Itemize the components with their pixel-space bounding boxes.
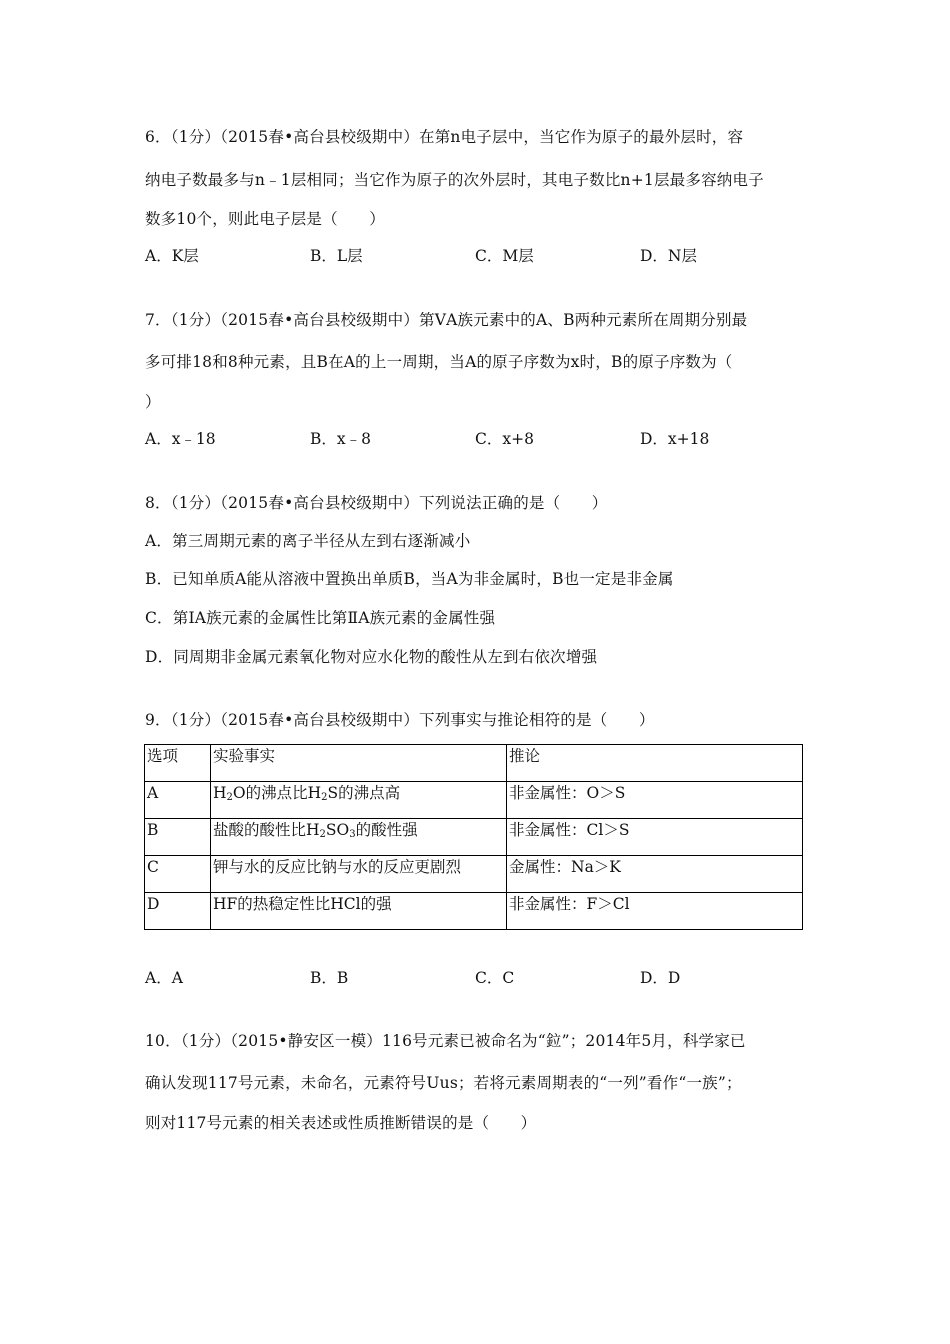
q6-stem-line1: 6．（1分）（2015春•高台县校级期中）在第n电子层中，当它作为原子的最外层时，容 xyxy=(145,128,744,146)
fact-text: S的沸点高 xyxy=(327,784,401,802)
q9-table xyxy=(144,744,803,930)
q7-stem-line2: 多可排18和8种元素，且B在A的上一周期，当A的原子序数为x时，B的原子序数为（ xyxy=(145,353,733,371)
q6-option-d: D．N层 xyxy=(640,247,697,265)
q8-option-d: D．同周期非金属元素氧化物对应水化物的酸性从左到右依次增强 xyxy=(145,648,598,666)
q6-stem-line2: 纳电子数最多与n﹣1层相同；当它作为原子的次外层时，其电子数比n+1层最多容纳电子 xyxy=(145,171,764,189)
q8-option-c: C．第ⅠA族元素的金属性比第ⅡA族元素的金属性强 xyxy=(145,609,496,627)
fact-text: SO xyxy=(325,821,350,839)
table-cell-fact xyxy=(211,782,507,819)
table-header-inference: 推论 xyxy=(507,745,803,782)
table-cell-option: C xyxy=(145,856,211,893)
table-header-option: 选项 xyxy=(145,745,211,782)
table-row xyxy=(145,782,803,819)
fact-subscript: 3 xyxy=(349,829,356,840)
table-row xyxy=(145,893,803,930)
table-cell-option: D xyxy=(145,893,211,930)
table-header-row xyxy=(145,745,803,782)
table-cell-option: B xyxy=(145,819,211,856)
table-cell-fact: 钾与水的反应比钠与水的反应更剧烈 xyxy=(211,856,507,893)
table-cell-option: A xyxy=(145,782,211,819)
q7-option-a: A．x﹣18 xyxy=(145,430,216,448)
table-cell-inference: 非金属性：Cl＞S xyxy=(507,819,803,856)
q8-option-b: B．已知单质A能从溶液中置换出单质B，当A为非金属时，B也一定是非金属 xyxy=(145,570,674,588)
fact-subscript: 2 xyxy=(226,792,233,803)
q6-option-a: A．K层 xyxy=(145,247,199,265)
q7-option-d: D．x+18 xyxy=(640,430,710,448)
q6-stem-line3: 数多10个，则此电子层是（ ） xyxy=(145,210,385,228)
fact-text: H xyxy=(213,784,227,802)
q10-stem-line2: 确认发现117号元素，未命名，元素符号Uus；若将元素周期表的“一列”看作“一族”； xyxy=(145,1074,742,1092)
q7-option-c: C．x+8 xyxy=(475,430,534,448)
fact-text: O的沸点比H xyxy=(232,784,322,802)
q7-stem-line3: ） xyxy=(145,393,161,411)
table-row xyxy=(145,819,803,856)
table-row xyxy=(145,856,803,893)
q8-option-a: A．第三周期元素的离子半径从左到右逐渐减小 xyxy=(145,532,471,550)
q7-options xyxy=(145,429,805,449)
fact-text: 盐酸的酸性比H xyxy=(213,821,320,839)
q9-option-b: B．B xyxy=(310,969,349,987)
table-header-fact: 实验事实 xyxy=(211,745,507,782)
q6-option-b: B．L层 xyxy=(310,247,363,265)
q6-option-c: C．M层 xyxy=(475,247,534,265)
fact-subscript: 2 xyxy=(321,792,328,803)
q7-stem-line1: 7．（1分）（2015春•高台县校级期中）第ⅤA族元素中的A、B两种元素所在周期分别最 xyxy=(145,311,748,329)
q9-options xyxy=(145,968,805,988)
table-cell-inference: 非金属性：O＞S xyxy=(507,782,803,819)
q10-stem-line3: 则对117号元素的相关表述或性质推断错误的是（ ） xyxy=(145,1114,537,1132)
q9-stem: 9．（1分）（2015春•高台县校级期中）下列事实与推论相符的是（ ） xyxy=(145,711,655,729)
table-cell-fact xyxy=(211,819,507,856)
q7-option-b: B．x﹣8 xyxy=(310,430,371,448)
q9-option-c: C．C xyxy=(475,969,515,987)
q9-option-d: D．D xyxy=(640,969,681,987)
q10-stem-line1: 10．（1分）（2015•静安区一模）116号元素已被命名为“鉝”；2014年5月，科学家已 xyxy=(145,1032,746,1050)
table-cell-inference: 金属性：Na＞K xyxy=(507,856,803,893)
fact-subscript: 2 xyxy=(319,829,326,840)
table-cell-inference: 非金属性：F＞Cl xyxy=(507,893,803,930)
fact-text: 的酸性强 xyxy=(355,821,418,839)
q8-stem: 8．（1分）（2015春•高台县校级期中）下列说法正确的是（ ） xyxy=(145,494,608,512)
q9-option-a: A．A xyxy=(145,969,183,987)
q6-options xyxy=(145,246,805,266)
table-cell-fact: HF的热稳定性比HCl的强 xyxy=(211,893,507,930)
